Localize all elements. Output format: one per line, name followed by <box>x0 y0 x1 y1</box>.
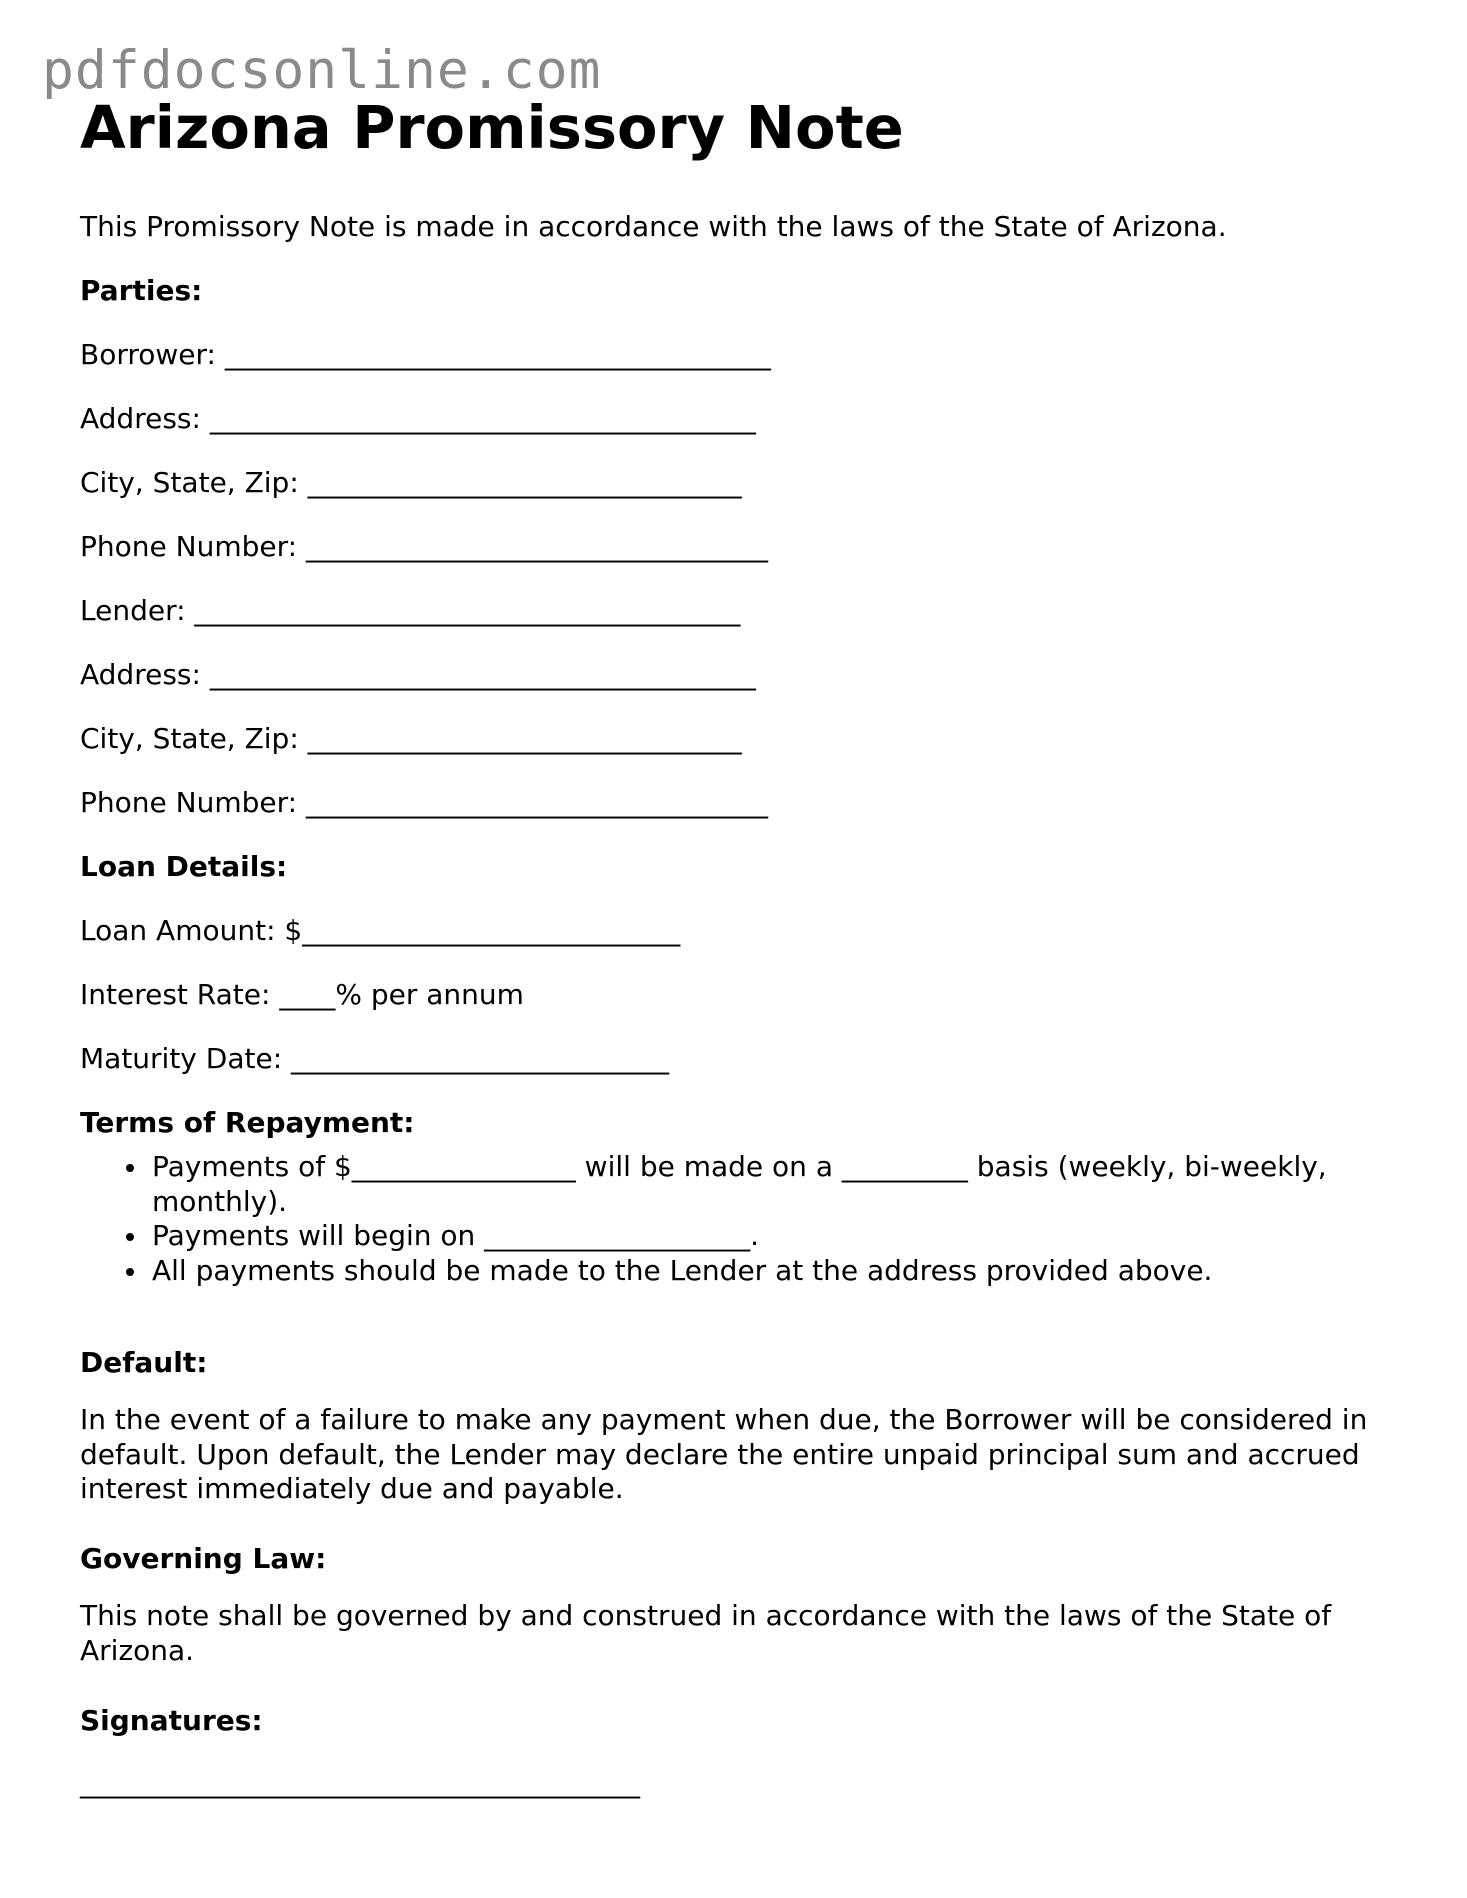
repayment-item-payments[interactable]: Payments of $________________ will be made on a _________ basis (weekly, bi-weekly, monthly). <box>152 1150 1410 1219</box>
loan-amount-field[interactable]: Loan Amount: $___________________________ <box>80 914 681 947</box>
repayment-item-payee: All payments should be made to the Lender at the address provided above. <box>152 1254 1410 1289</box>
governing-law-heading: Governing Law: <box>80 1542 327 1575</box>
lender-field[interactable]: Lender: _______________________________________ <box>80 594 741 627</box>
repayment-item-start-date[interactable]: Payments will begin on ___________________. <box>152 1219 1410 1254</box>
borrower-address-field[interactable]: Address: _______________________________________ <box>80 402 756 435</box>
loan-details-heading: Loan Details: <box>80 850 288 883</box>
borrower-city-state-zip-field[interactable]: City, State, Zip: _______________________________ <box>80 466 742 499</box>
default-heading: Default: <box>80 1346 208 1379</box>
default-text: In the event of a failure to make any payment when due, the Borrower will be considered in default. Upon default, the Lender may declare the entire unpaid principal sum and accrued interest immediately due and payable. <box>80 1403 1368 1505</box>
maturity-date-field[interactable]: Maturity Date: ___________________________ <box>80 1042 670 1075</box>
borrower-field[interactable]: Borrower: _______________________________________ <box>80 338 771 371</box>
governing-law-text: This note shall be governed by and construed in accordance with the laws of the State of Arizona. <box>80 1599 1332 1667</box>
signature-line[interactable]: ________________________________________ <box>80 1766 640 1799</box>
repayment-list <box>80 1150 1410 1288</box>
interest-rate-field[interactable]: Interest Rate: ____% per annum <box>80 978 524 1011</box>
watermark-text: pdfdocsonline.com <box>42 40 602 101</box>
document-title: Arizona Promissory Note <box>80 93 904 162</box>
signatures-heading: Signatures: <box>80 1704 263 1737</box>
borrower-phone-field[interactable]: Phone Number: _________________________________ <box>80 530 768 563</box>
repayment-heading: Terms of Repayment: <box>80 1106 415 1139</box>
intro-text: This Promissory Note is made in accordance with the laws of the State of Arizona. <box>80 210 1227 243</box>
lender-address-field[interactable]: Address: _______________________________________ <box>80 658 756 691</box>
lender-phone-field[interactable]: Phone Number: _________________________________ <box>80 786 768 819</box>
lender-city-state-zip-field[interactable]: City, State, Zip: _______________________________ <box>80 722 742 755</box>
parties-heading: Parties: <box>80 274 203 307</box>
